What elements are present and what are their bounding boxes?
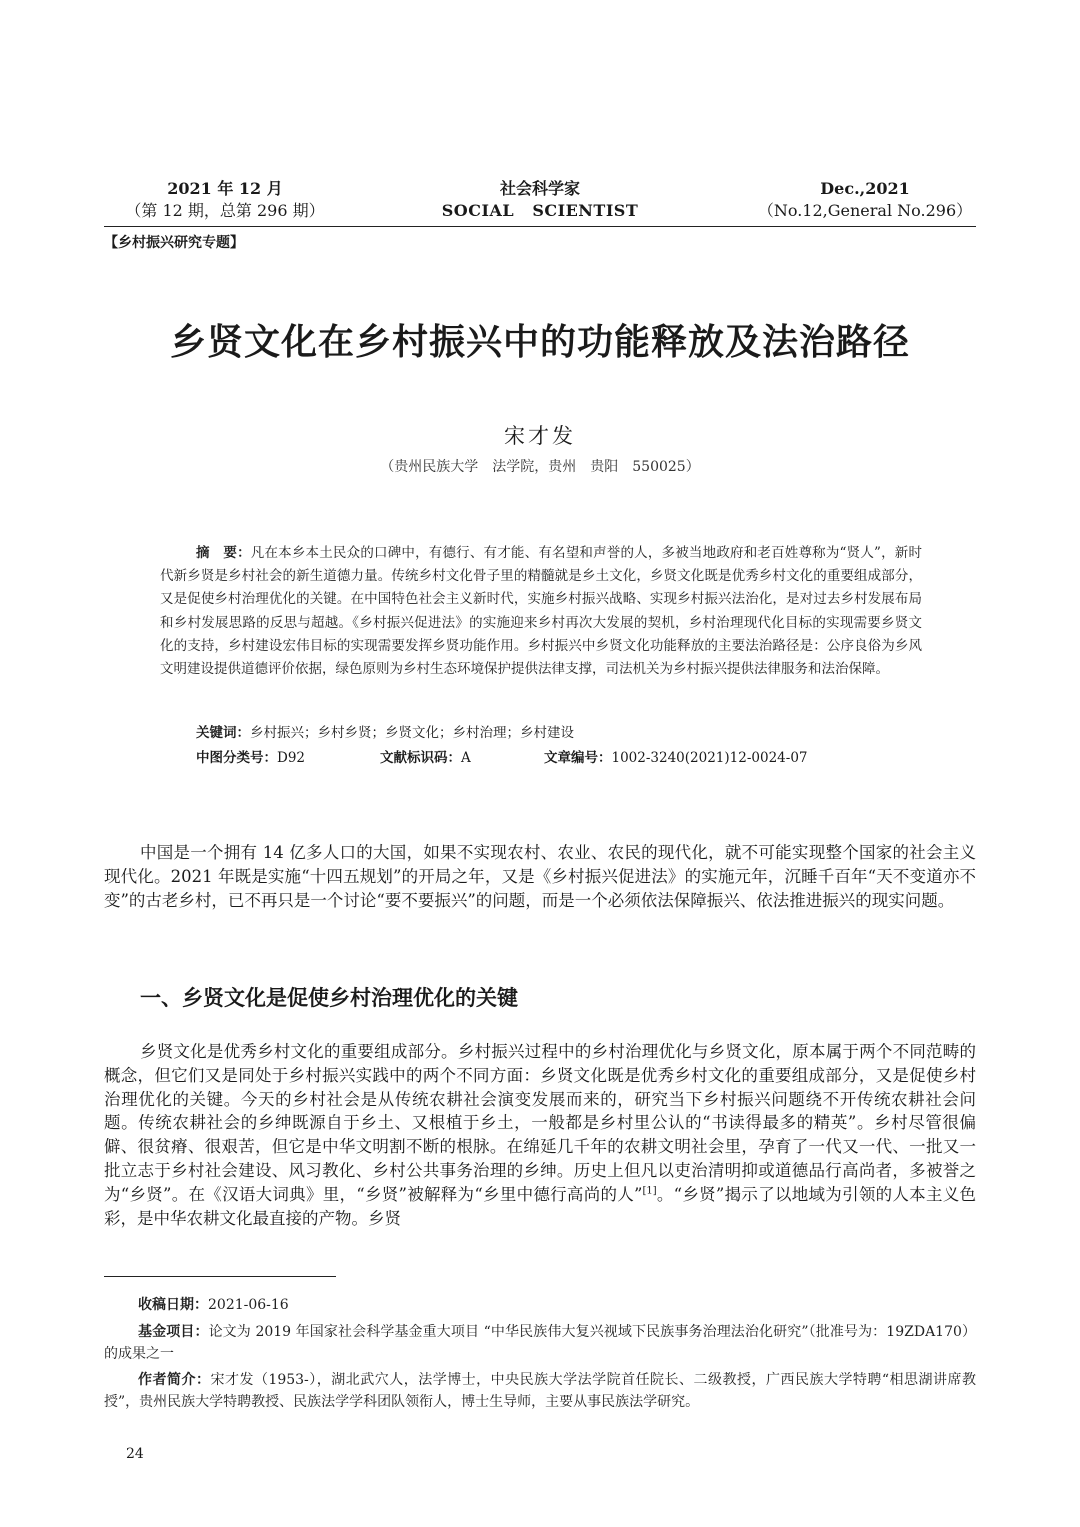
journal-name-cn: 社会科学家 xyxy=(499,179,580,198)
section-paragraph-part1: 乡贤文化是优秀乡村文化的重要组成部分。乡村振兴过程中的乡村治理优化与乡贤文化，原本属于两个不同范畴的概念，但它们又是同处于乡村振兴实践中的两个不同方面：乡贤文化既是优秀乡村文化的重要组成部分，又是促使乡村治理优化的关键。今天的乡村社会是从传统农耕社会演变发展而来的，研究当下乡村振兴问题绕不开传统农耕社会问题。传统农耕社会的乡绅既源自于乡土、又根植于乡土，一般都是乡村里公认的“书读得最多的精英”。乡村尽管很偏僻、很贫瘠、很艰苦，但它是中华文明割不断的根脉。在绵延几千年的农耕文明社会里，孕育了一代又一代、一批又一批立志于乡村社会建设、风习教化、乡村公共事务治理的乡绅。历史上但凡以吏治清明抑或道德品行高尚者，多被誉之为“乡贤”。在《汉语大词典》里，“乡贤”被解释为“乡里中德行高尚的人” xyxy=(104,1042,976,1204)
clc-value: D92 xyxy=(277,750,306,766)
author-affiliation: （贵州民族大学 法学院，贵州 贵阳 550025） xyxy=(380,459,700,475)
section-heading: 一、乡贤文化是促使乡村治理优化的关键 xyxy=(140,986,518,1010)
footnote-received xyxy=(104,1294,976,1316)
footnote-fund xyxy=(104,1321,976,1365)
header-center xyxy=(430,178,650,222)
author-name: 宋才发 xyxy=(504,424,576,448)
footnote-rule xyxy=(104,1276,336,1277)
doc-code-label: 文献标识码： xyxy=(380,750,461,766)
fund-label: 基金项目： xyxy=(138,1324,209,1340)
header-right xyxy=(755,178,975,222)
header-date: 2021 年 12 月 xyxy=(167,179,283,198)
section-paragraph-part2: 。“乡贤”揭示了以地域为引领的人本主义色彩，是中华农耕文化最直接的产物。乡贤 xyxy=(104,1184,976,1228)
keywords-label: 关键词： xyxy=(196,725,250,741)
header-issue: （第 12 期，总第 296 期） xyxy=(125,201,325,220)
keywords xyxy=(196,721,574,741)
citation-1: [1] xyxy=(642,1185,657,1197)
intro-paragraph: 中国是一个拥有 14 亿多人口的大国，如果不实现农村、农业、农民的现代化，就不可能实现整个国家的社会主义现代化。2021 年既是实施“十四五规划”的开局之年，又是《乡村振兴促进法》的实施元年，沉睡千百年“天不变道亦不变”的古老乡村，已不再只是一个讨论“要不要振兴”的问题，而是一个必须依法保障振兴、依法推进振兴的现实问题。 xyxy=(104,843,976,910)
keywords-text: 乡村振兴；乡村乡贤；乡贤文化；乡村治理；乡村建设 xyxy=(250,725,574,741)
abstract xyxy=(160,542,922,681)
received-label: 收稿日期： xyxy=(138,1297,208,1313)
article-number-value: 1002-3240(2021)12-0024-07 xyxy=(611,750,808,766)
classification-line xyxy=(196,746,808,766)
section-paragraph xyxy=(104,1040,976,1230)
clc-label: 中图分类号： xyxy=(196,750,277,766)
header-left xyxy=(110,178,340,222)
abstract-label: 摘 要： xyxy=(196,545,251,561)
article-number-label: 文章编号： xyxy=(544,750,612,766)
header-rule xyxy=(104,226,976,227)
bio-label: 作者简介： xyxy=(138,1372,211,1388)
header-date-en: Dec.,2021 xyxy=(820,179,910,198)
paper-title: 乡贤文化在乡村振兴中的功能释放及法治路径 xyxy=(169,321,910,363)
page-number: 24 xyxy=(126,1446,144,1462)
journal-name-en: SOCIAL SCIENTIST xyxy=(441,201,639,220)
fund-value: 论文为 2019 年国家社会科学基金重大项目 “中华民族伟大复兴视域下民族事务治理法治化研究”（批准号为：19ZDA170）的成果之一 xyxy=(104,1324,977,1362)
received-value: 2021-06-16 xyxy=(208,1297,289,1313)
column-tag: 【乡村振兴研究专题】 xyxy=(104,235,244,251)
header-issue-en: （No.12,General No.296） xyxy=(757,201,973,220)
bio-value: 宋才发（1953-），湖北武穴人，法学博士，中央民族大学法学院首任院长、二级教授，广西民族大学特聘“相思湖讲席教授”，贵州民族大学特聘教授、民族法学学科团队领衔人，博士生导师，主要从事民族法学研究。 xyxy=(104,1372,977,1410)
doc-code-value: A xyxy=(461,750,471,766)
footnote-author-bio xyxy=(104,1369,976,1413)
abstract-text: 凡在本乡本土民众的口碑中，有德行、有才能、有名望和声誉的人，多被当地政府和老百姓尊称为“贤人”，新时代新乡贤是乡村社会的新生道德力量。传统乡村文化骨子里的精髓就是乡土文化，乡贤文化既是优秀乡村文化的重要组成部分，又是促使乡村治理优化的关键。在中国特色社会主义新时代，实施乡村振兴战略、实现乡村振兴法治化，是对过去乡村发展布局和乡村发展思路的反思与超越。《乡村振兴促进法》的实施迎来乡村再次大发展的契机，乡村治理现代化目标的实现需要乡贤文化的支持，乡村建设宏伟目标的实现需要发挥乡贤功能作用。乡村振兴中乡贤文化功能释放的主要法治路径是：公序良俗为乡风文明建设提供道德评价依据，绿色原则为乡村生态环境保护提供法律支撑，司法机关为乡村振兴提供法律服务和法治保障。 xyxy=(160,545,923,678)
